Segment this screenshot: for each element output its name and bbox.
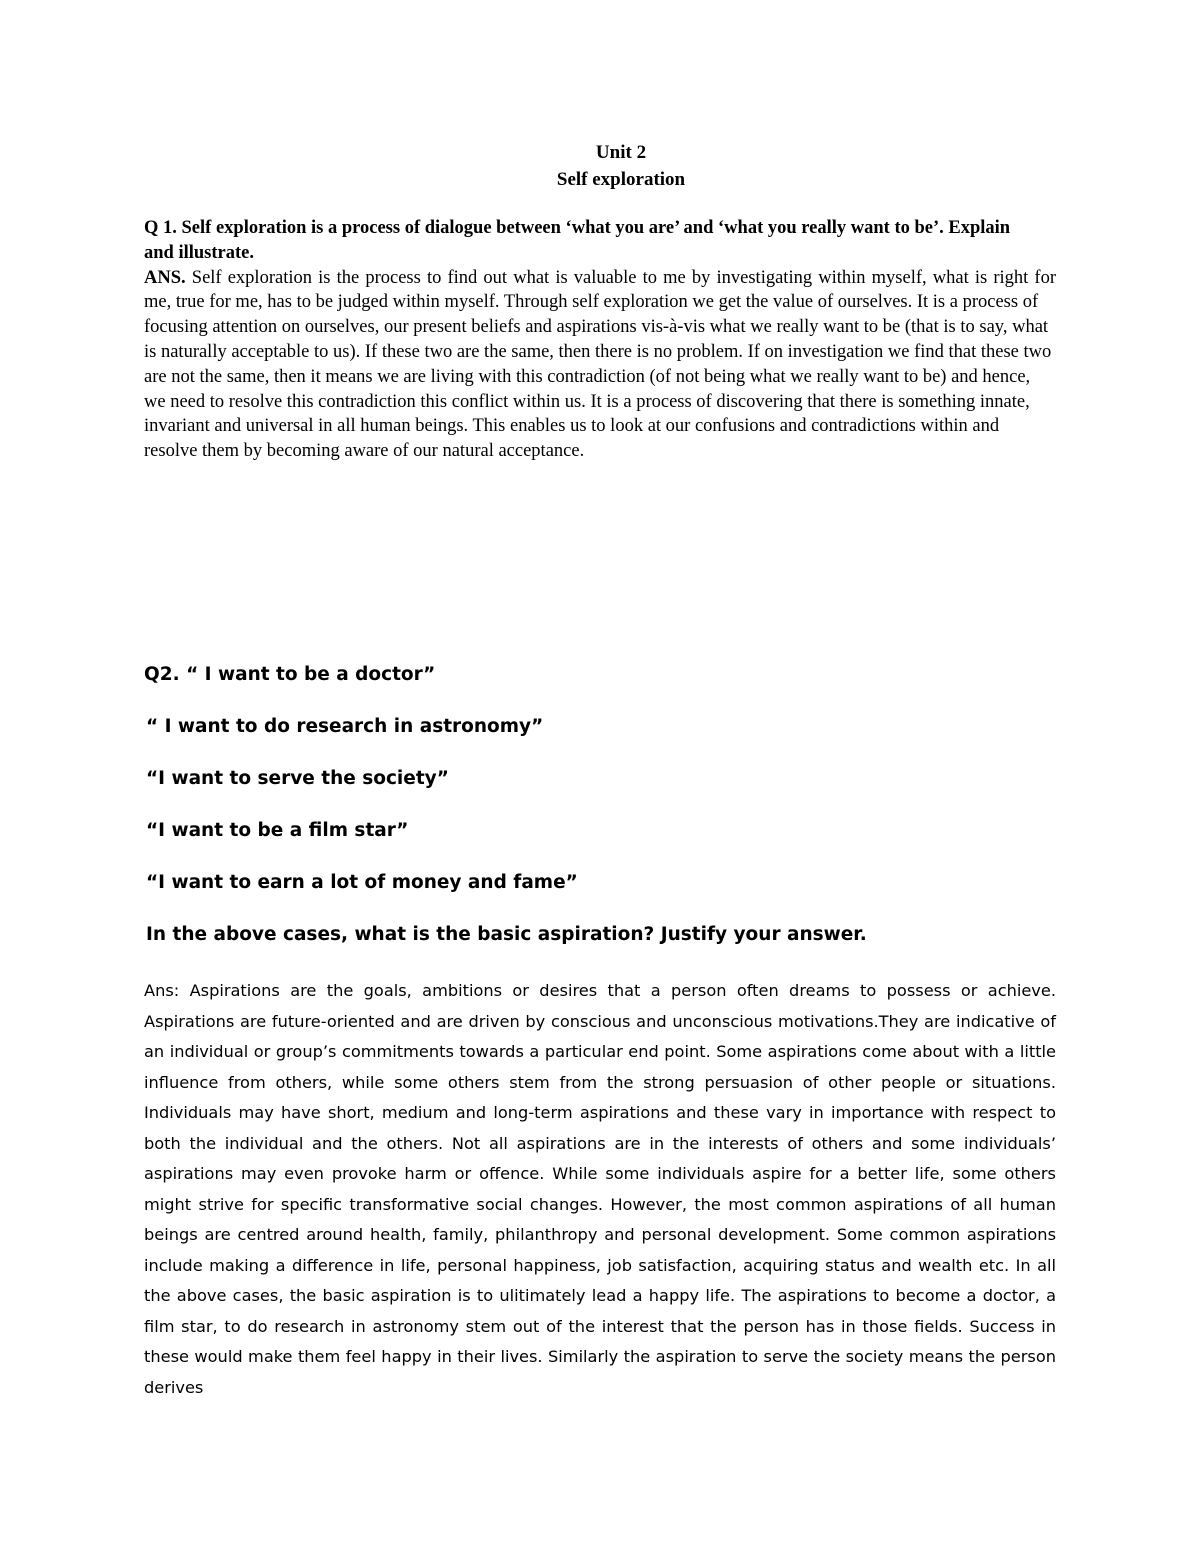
question-1-text-cont: and illustrate.: [144, 242, 254, 263]
document-heading: [0, 139, 1200, 193]
answer-1-line: we need to resolve this contradiction this conflict within us. It is a process of discovering that there is something innate,: [144, 391, 1030, 412]
question-1-text: Q 1. Self exploration is a process of dialogue between ‘what you are’ and ‘what you really want to be’. Explain: [144, 218, 1011, 238]
answer-1-line: resolve them by becoming aware of our natural acceptance.: [144, 441, 585, 462]
page-title: Self exploration: [556, 169, 686, 190]
answer-1-line: are not the same, then it means we are living with this contradiction (of not being what we really want to be) and hence,: [144, 366, 1031, 387]
question-2-line: “I want to earn a lot of money and fame”: [146, 872, 578, 893]
answer-1-label: ANS.: [144, 267, 186, 288]
answer-2: [144, 976, 1056, 1403]
question-2-line: Q2. “ I want to be a doctor”: [144, 664, 436, 685]
question-2-line: “I want to serve the society”: [146, 768, 449, 789]
unit-title: Unit 2: [595, 142, 647, 163]
answer-1-line: invariant and universal in all human beings. This enables us to look at our confusions and contradictions within and: [144, 416, 1000, 437]
answer-1: [144, 266, 1056, 464]
question-2-line: “I want to be a film star”: [146, 820, 409, 841]
question-2-prompt: In the above cases, what is the basic aspiration? Justify your answer.: [146, 924, 867, 945]
answer-2-text: Ans: Aspirations are the goals, ambitions or desires that a person often dreams to possess or achieve. Aspirations are future-oriented and are driven by conscious and unconscious motivations.They are indicative of an individual or group’s commitments towards a particular end point. Some aspirations come about with a little influence from others, while some others stem from the strong persuasion of other people or situations. Individuals may have short, medium and long-term aspirations and these vary in importance with respect to both the individual and the others. Not all aspirations are in the interests of others and some individuals’ aspirations may even provoke harm or offence. While some individuals aspire for a better life, some others might strive for specific transformative social changes. However, the most common aspirations of all human beings are centred around health, family, philanthropy and personal development. Some common aspirations include making a difference in life, personal happiness, job satisfaction, acquiring status and wealth etc. In all the above cases, the basic aspiration is to ulitimately lead a happy life. The aspirations to become a doctor, a film star, to do research in astronomy stem out of the interest that the person has in those fields. Success in these would make them feel happy in their lives. Similarly the aspiration to serve the society means the person derives: [144, 981, 1056, 1397]
answer-1-line-text: Self exploration is the process to find out what is valuable to me by investigating within myself, what is right for me, true for me, has to be judged within myself. Through self exploration we get the value of ourselves. It is a process of: [144, 267, 1056, 313]
answer-1-line: is naturally acceptable to us). If these two are the same, then there is no problem. If on investigation we find that these two: [144, 341, 1052, 362]
answer-1-line: [144, 266, 1056, 316]
question-1-section: [144, 216, 1056, 464]
answer-1-line: focusing attention on ourselves, our present beliefs and aspirations vis-à-vis what we really want to be (that is to say, what: [144, 317, 1049, 338]
question-2-line: “ I want to do research in astronomy”: [146, 716, 544, 737]
question-2-section: [144, 660, 1056, 972]
